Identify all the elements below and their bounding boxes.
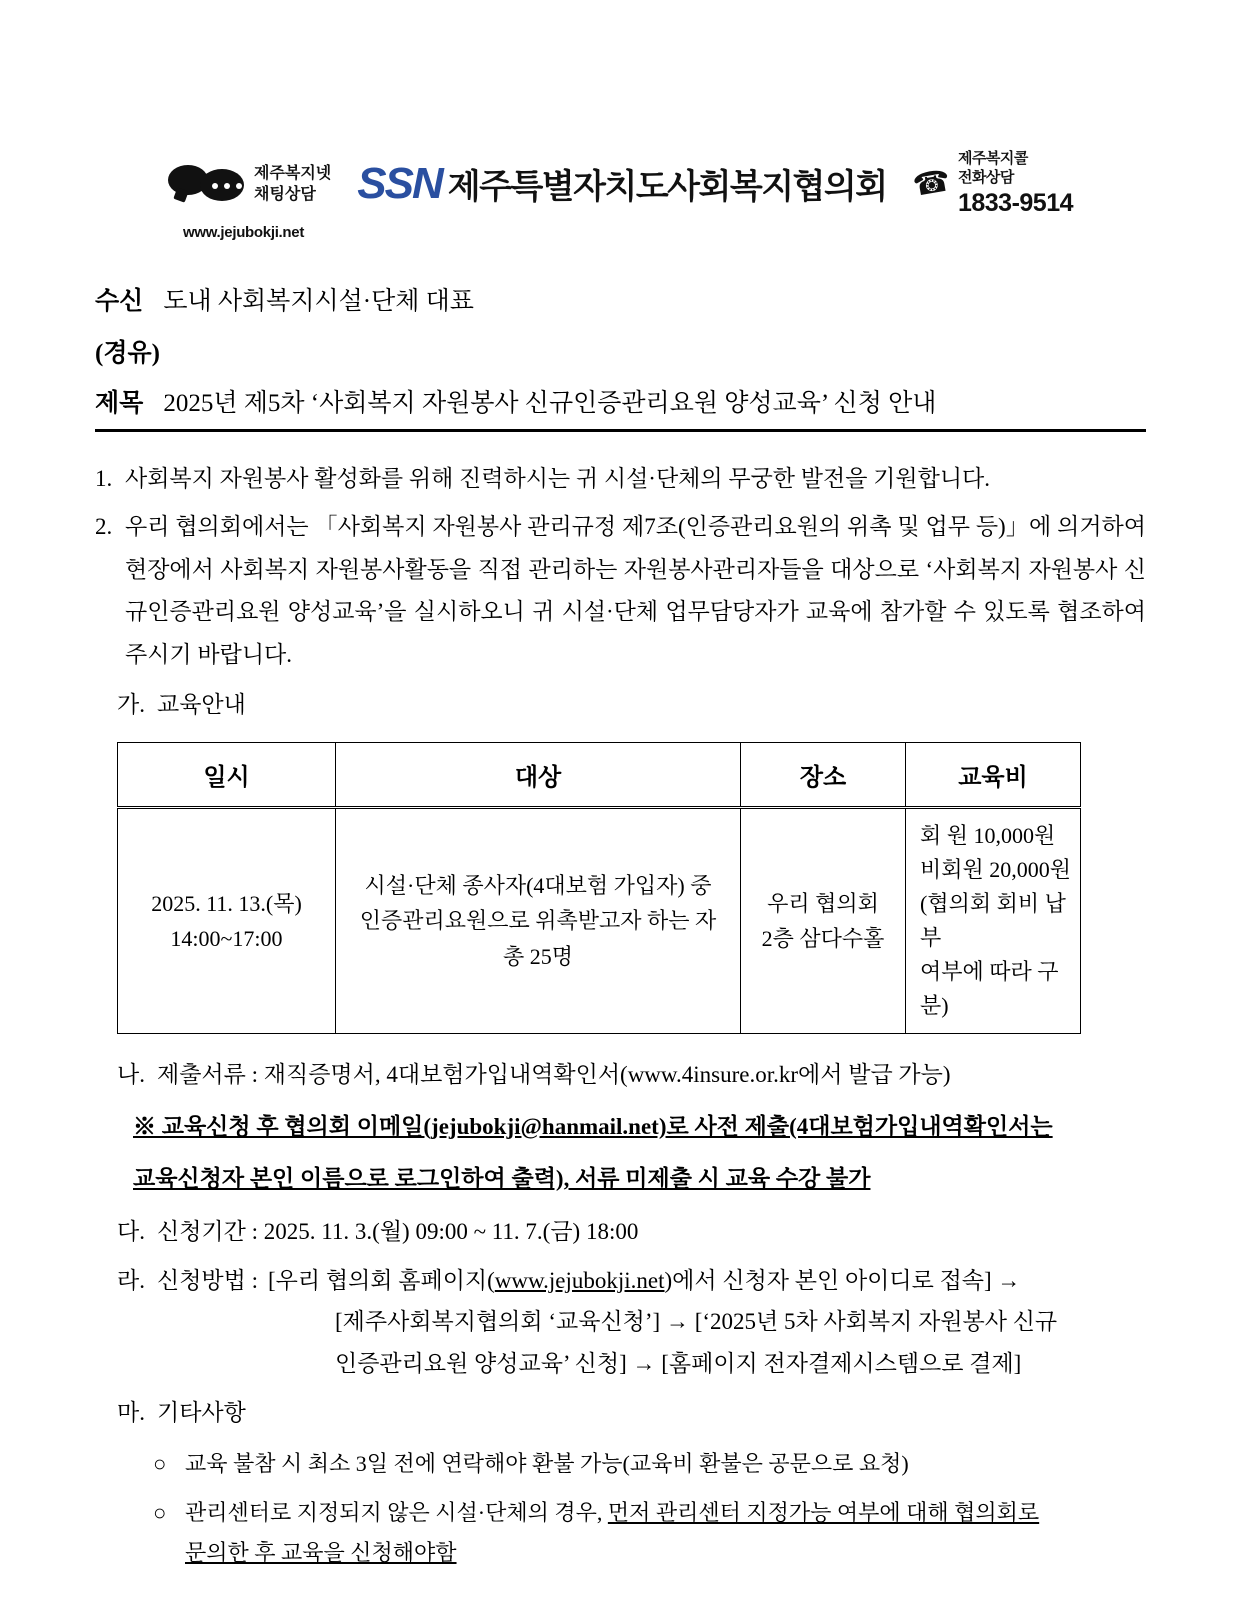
table-header-when: 일시 <box>118 742 336 807</box>
body-item-1 <box>95 458 1146 501</box>
cell-fee-line3: (협의회 회비 납부 <box>920 890 1066 950</box>
cell-fee-line4: 여부에 따라 구분) <box>920 959 1059 1019</box>
call-logo-line2: 전화상담 <box>957 168 1014 186</box>
sub-a-marker: 가. <box>117 692 145 718</box>
recipient-row <box>95 281 1146 317</box>
item-1-marker: 1. <box>95 465 113 491</box>
call-logo-line1: 제주복지콜 <box>957 150 1028 167</box>
sub-item-e <box>117 1392 1146 1433</box>
bullet-item-1 <box>153 1444 1146 1484</box>
table-row <box>118 807 1081 1034</box>
bullet-2-text-underline-2: 문의한 후 교육을 신청해야함 <box>185 1539 457 1565</box>
sub-b-text: 제출서류 : 재직증명서, 4대보험가입내역확인서(www.4insure.or.kr에서 발급 가능) <box>157 1062 951 1088</box>
subject-label: 제목 <box>95 389 144 417</box>
cell-target-line1: 시설·단체 종사자(4대보험 가입자) 중 <box>364 873 712 899</box>
header-divider <box>95 429 1146 432</box>
sub-d-line1-pre: [우리 협의회 홈페이지( <box>268 1268 495 1294</box>
table-header-target: 대상 <box>336 742 741 807</box>
cell-when-line2: 14:00~17:00 <box>170 925 283 951</box>
via-label: (경유) <box>95 339 160 367</box>
table-header-place: 장소 <box>741 742 906 807</box>
sub-e-marker: 마. <box>117 1400 145 1426</box>
sub-c-text: 신청기간 : 2025. 11. 3.(월) 09:00 ~ 11. 7.(금) 18:00 <box>157 1218 639 1244</box>
call-logo-number: 1833-9514 <box>957 188 1074 217</box>
education-table-wrapper <box>117 742 1146 1035</box>
bullet-item-2 <box>153 1493 1146 1572</box>
sub-a-text: 교육안내 <box>157 692 246 718</box>
bullet-1-marker: ○ <box>153 1450 167 1476</box>
education-table <box>117 742 1081 1035</box>
jejubokji-homepage-link[interactable]: www.jejubokji.net <box>494 1268 665 1294</box>
recipient-label: 수신 <box>95 287 144 315</box>
sub-d-line-3: 인증관리요원 양성교육’ 신청] → [홈페이지 전자결제시스템으로 결제] <box>335 1350 1022 1376</box>
note-line-2: 교육신청자 본인 이름으로 로그인하여 출력), 서류 미제출 시 교육 수강 불가 <box>133 1166 871 1192</box>
sub-d-marker: 라. <box>117 1268 145 1294</box>
cell-target-line2: 인증관리요원으로 위촉받고자 하는 자 <box>359 908 717 934</box>
cell-fee <box>906 807 1081 1034</box>
chat-bubbles-icon <box>168 163 246 205</box>
cell-place <box>741 807 906 1034</box>
sub-b-marker: 나. <box>117 1062 145 1088</box>
sub-d-body <box>157 1260 1146 1384</box>
welfare-call-logo <box>909 150 1074 218</box>
table-header-row <box>118 742 1081 807</box>
sub-item-a <box>117 684 1146 725</box>
cell-target <box>336 807 741 1034</box>
sub-item-d <box>117 1260 1146 1384</box>
cell-when <box>118 807 336 1034</box>
chat-logo-line2: 채팅상담 <box>253 185 316 203</box>
chat-logo-line1: 제주복지넷 <box>253 164 332 182</box>
bullet-2-body <box>185 1493 1146 1572</box>
sub-d-line-2: [제주사회복지협의회 ‘교육신청’] → [‘2025년 5차 사회복지 자원봉사 신규 <box>335 1309 1058 1335</box>
ssn-organization-title: 제주특별자치도사회복지협의회 <box>447 168 887 207</box>
item-1-text: 사회복지 자원봉사 활성화를 위해 진력하시는 귀 시설·단체의 무궁한 발전을 기원합니다. <box>125 465 991 491</box>
phone-ring-icon: ☎ <box>909 163 953 203</box>
item-2-text: 우리 협의회에서는 「사회복지 자원봉사 관리규정 제7조(인증관리요원의 위촉 및 업무 등)」에 의거하여 현장에서 사회복지 자원봉사활동을 직접 관리하는 자원봉사관리자들을 대상으로 ‘사회복지 자원봉사 신규인증관리요원 양성교육’을 실시하오니 귀 시설·단체 업무담당자가 교육에 참가할 수 있도록 협조하여 주시기 바랍니다. <box>125 514 1146 667</box>
jejubokji-chat-logo <box>168 163 331 205</box>
bullet-2-text-underline-1: 먼저 관리센터 지정가능 여부에 대해 협의회로 <box>607 1500 1040 1526</box>
body-item-2 <box>95 506 1146 676</box>
subject-row <box>95 383 1146 429</box>
cell-fee-line2: 비회원 20,000원 <box>920 856 1072 882</box>
bullet-2-marker: ○ <box>153 1500 167 1526</box>
cell-place-line2: 2층 삼다수홀 <box>761 925 885 951</box>
bullet-1-text: 교육 불참 시 최소 3일 전에 연락해야 환불 가능(교육비 환불은 공문으로 요청) <box>185 1450 909 1476</box>
ssn-logo <box>357 159 886 209</box>
cell-target-line3: 총 25명 <box>502 943 573 969</box>
item-2-marker: 2. <box>95 514 113 540</box>
header-logo-bar <box>95 150 1146 218</box>
sub-item-b <box>117 1054 1146 1095</box>
sub-d-line1-post: )에서 신청자 본인 아이디로 접속] → <box>664 1268 1021 1294</box>
cell-place-line1: 우리 협의회 <box>767 890 879 916</box>
sub-d-line-1 <box>157 1260 1146 1301</box>
table-header-fee: 교육비 <box>906 742 1081 807</box>
ssn-mark: SSN <box>357 158 442 208</box>
cell-when-line1: 2025. 11. 13.(목) <box>151 890 302 916</box>
sub-d-label: 신청방법 : <box>157 1268 259 1294</box>
sub-item-c <box>117 1211 1146 1252</box>
subject-value: 2025년 제5차 ‘사회복지 자원봉사 신규인증관리요원 양성교육’ 신청 안내 <box>163 389 937 417</box>
note-line-1: ※ 교육신청 후 협의회 이메일(jejubokji@hanmail.net)로 사전 제출(4대보험가입내역확인서는 <box>133 1113 1053 1139</box>
sub-c-marker: 다. <box>117 1218 145 1244</box>
recipient-value: 도내 사회복지시설·단체 대표 <box>163 287 474 315</box>
sub-e-text: 기타사항 <box>157 1400 246 1426</box>
chat-logo-url: www.jejubokji.net <box>183 223 305 241</box>
cell-fee-line1: 회 원 10,000원 <box>920 822 1056 848</box>
bullet-2-text-plain: 관리센터로 지정되지 않은 시설·단체의 경우, <box>185 1500 608 1526</box>
